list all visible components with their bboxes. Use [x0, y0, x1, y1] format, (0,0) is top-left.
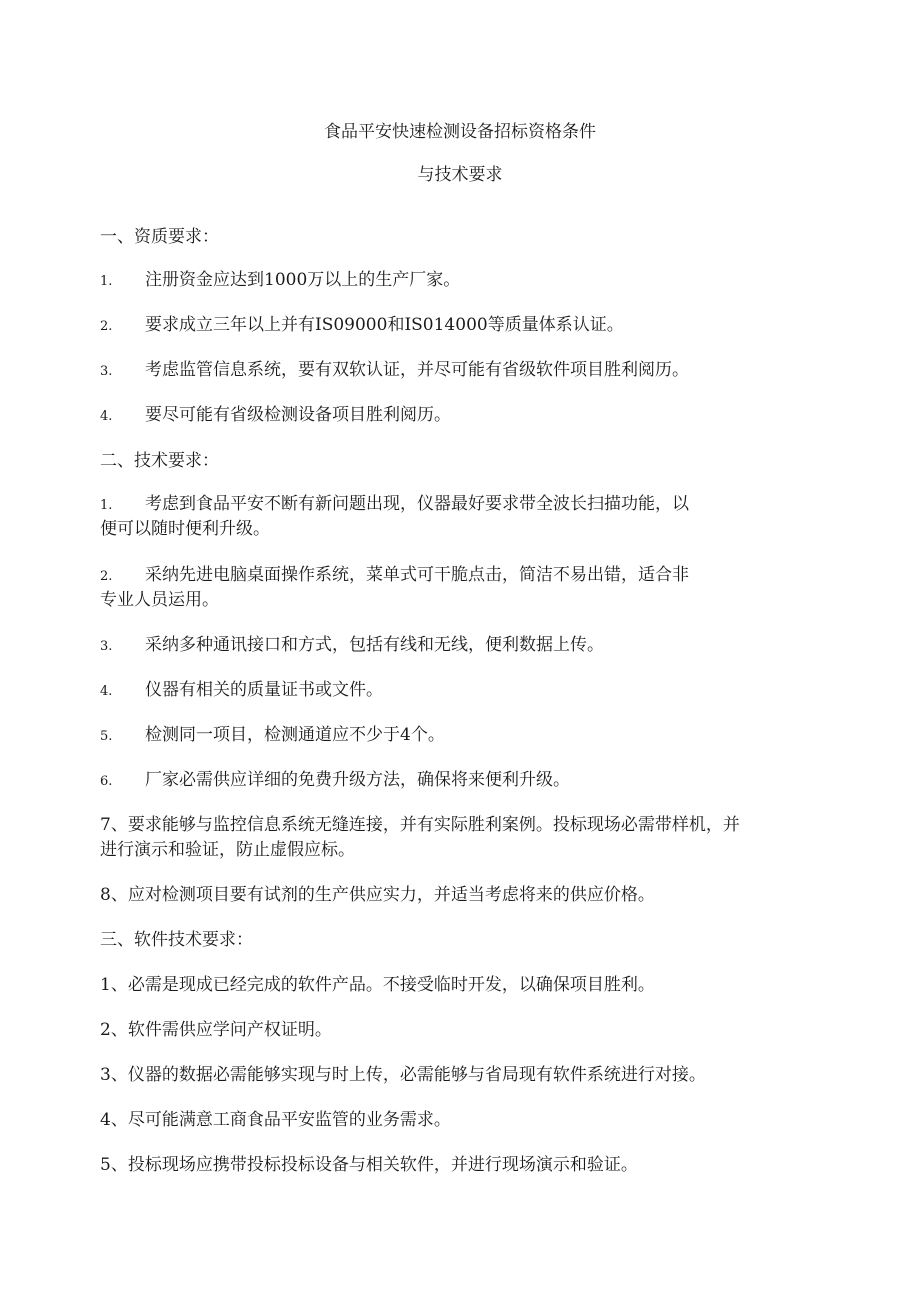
list-item-text: 采纳多种通讯接口和方式，包括有线和无线，便利数据上传。 — [145, 635, 604, 655]
list-item: 3、仪器的数据必需能够实现与时上传，必需能够与省局现有软件系统进行对接。 — [100, 1065, 706, 1085]
list-item-text: 要尽可能有省级检测设备项目胜利阅历。 — [145, 405, 451, 425]
list-item: 4、尽可能满意工商食品平安监管的业务需求。 — [100, 1110, 451, 1130]
list-item-number: 3. — [100, 364, 113, 379]
list-item-7-line2: 进行演示和验证，防止虚假应标。 — [100, 840, 355, 860]
list-item: 1、必需是现成已经完成的软件产品。不接受临时开发，以确保项目胜利。 — [100, 975, 655, 995]
list-item-text: 考虑到食品平安不断有新问题出现，仪器最好要求带全波长扫描功能，以 — [145, 494, 689, 514]
list-item-number: 1. — [100, 498, 113, 513]
list-item-text: 检测同一项目，检测通道应不少于4个。 — [145, 725, 445, 745]
list-item-text: 考虑监管信息系统，要有双软认证，并尽可能有省级软件项目胜利阅历。 — [145, 360, 689, 380]
list-item-number: 1. — [100, 274, 113, 289]
list-item-text: 采纳先进电脑桌面操作系统，菜单式可干脆点击，简洁不易出错，适合非 — [145, 565, 689, 585]
list-item-text: 仪器有相关的质量证书或文件。 — [145, 680, 383, 700]
list-item-7-line1: 7、要求能够与监控信息系统无缝连接，并有实际胜利案例。投标现场必需带样机，并 — [100, 815, 740, 835]
list-item-number: 3. — [100, 639, 113, 654]
document-title-line2: 与技术要求 — [417, 165, 503, 185]
list-item-number: 4. — [100, 409, 113, 424]
list-item-number: 4. — [100, 684, 113, 699]
list-item: 5、投标现场应携带投标投标设备与相关软件，并进行现场演示和验证。 — [100, 1155, 638, 1175]
list-item: 2、软件需供应学问产权证明。 — [100, 1020, 332, 1040]
section-heading-qualification: 一、资质要求： — [100, 227, 219, 247]
list-item-continuation: 专业人员运用。 — [100, 590, 219, 610]
section-heading-technical: 二、技术要求： — [100, 451, 219, 471]
list-item-number: 2. — [100, 569, 113, 584]
list-item-number: 5. — [100, 729, 113, 744]
list-item-text: 注册资金应达到1000万以上的生产厂家。 — [145, 270, 461, 290]
section-heading-software: 三、软件技术要求： — [100, 930, 253, 950]
list-item-number: 2. — [100, 319, 113, 334]
list-item-text: 要求成立三年以上并有IS09000和IS014000等质量体系认证。 — [145, 315, 624, 335]
document-title-line1: 食品平安快速检测设备招标资格条件 — [324, 122, 596, 142]
list-item-number: 6. — [100, 774, 113, 789]
list-item-8: 8、应对检测项目要有试剂的生产供应实力，并适当考虑将来的供应价格。 — [100, 885, 655, 905]
list-item-continuation: 便可以随时便利升级。 — [100, 519, 270, 539]
list-item-text: 厂家必需供应详细的免费升级方法，确保将来便利升级。 — [145, 770, 570, 790]
